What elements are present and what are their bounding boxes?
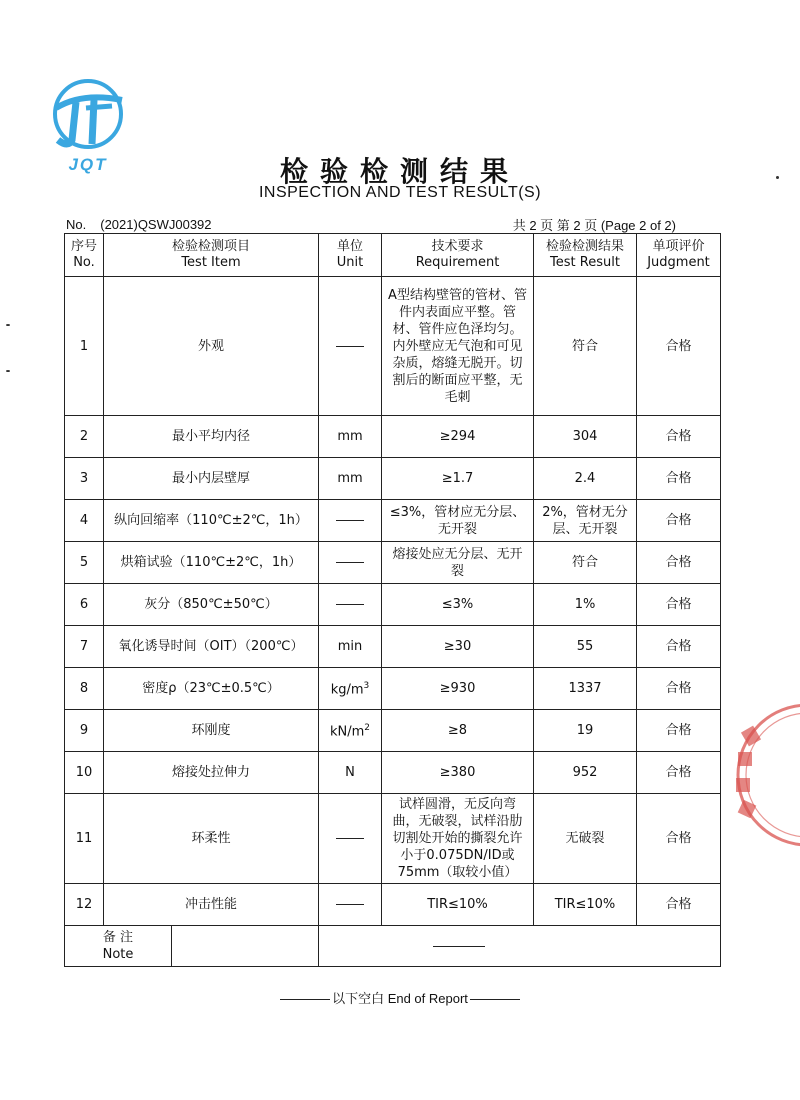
row-judgment: 合格 [637, 710, 721, 752]
row-result: 55 [534, 626, 637, 668]
row-test-item: 环柔性 [104, 794, 319, 884]
row-no: 1 [65, 277, 104, 416]
header-test-result: 检验检测结果 Test Result [534, 234, 637, 277]
row-judgment: 合格 [637, 584, 721, 626]
note-row [65, 926, 721, 967]
row-unit [319, 500, 382, 542]
report-number-label: No. [66, 217, 87, 232]
page-info: 共 2 页 第 2 页 (Page 2 of 2) [512, 218, 676, 233]
row-no: 7 [65, 626, 104, 668]
row-no: 4 [65, 500, 104, 542]
row-judgment: 合格 [637, 794, 721, 884]
row-result: 19 [534, 710, 637, 752]
row-requirement: ≤3%，管材应无分层、无开裂 [382, 500, 534, 542]
row-requirement: 试样圆滑，无反向弯曲，无破裂，试样沿肋切割处开始的撕裂允许小于0.075DN/ID或75mm（取较小值） [382, 794, 534, 884]
row-unit: mm [319, 458, 382, 500]
row-requirement: ≥8 [382, 710, 534, 752]
row-requirement: ≤3% [382, 584, 534, 626]
row-result: 2%，管材无分层、无开裂 [534, 500, 637, 542]
row-test-item: 冲击性能 [104, 884, 319, 926]
row-judgment: 合格 [637, 458, 721, 500]
row-no: 3 [65, 458, 104, 500]
report-number [66, 217, 212, 232]
dash-mark [336, 838, 364, 839]
row-judgment: 合格 [637, 668, 721, 710]
official-stamp [728, 700, 800, 850]
row-result: 2.4 [534, 458, 637, 500]
row-result: 952 [534, 752, 637, 794]
row-result: 1% [534, 584, 637, 626]
row-no: 12 [65, 884, 104, 926]
header-unit: 单位 Unit [319, 234, 382, 277]
row-unit [319, 884, 382, 926]
svg-text:JQT: JQT [68, 155, 108, 174]
row-result: 符合 [534, 542, 637, 584]
table-row [65, 752, 721, 794]
row-judgment: 合格 [637, 884, 721, 926]
row-result: 无破裂 [534, 794, 637, 884]
row-result: 304 [534, 416, 637, 458]
row-test-item: 最小平均内径 [104, 416, 319, 458]
dash-mark [336, 904, 364, 905]
row-unit [319, 542, 382, 584]
report-number-value: (2021)QSWJ00392 [100, 217, 212, 232]
row-test-item: 最小内层壁厚 [104, 458, 319, 500]
table-row [65, 584, 721, 626]
header-no: 序号 No. [65, 234, 104, 277]
row-requirement: ≥1.7 [382, 458, 534, 500]
note-value [319, 926, 721, 967]
row-test-item: 密度ρ（23℃±0.5℃） [104, 668, 319, 710]
row-requirement: ≥294 [382, 416, 534, 458]
report-title-en: INSPECTION AND TEST RESULT(S) [258, 184, 542, 201]
table-row [65, 416, 721, 458]
row-unit [319, 277, 382, 416]
row-judgment: 合格 [637, 752, 721, 794]
dash-mark [336, 604, 364, 605]
row-judgment: 合格 [637, 277, 721, 416]
row-test-item: 外观 [104, 277, 319, 416]
table-row [65, 277, 721, 416]
row-unit: $kN/m^2$ [319, 710, 382, 752]
table-header-row [65, 234, 721, 277]
row-requirement: 熔接处应无分层、无开裂 [382, 542, 534, 584]
row-no: 9 [65, 710, 104, 752]
row-unit: min [319, 626, 382, 668]
row-test-item: 灰分（850℃±50℃） [104, 584, 319, 626]
table-row [65, 794, 721, 884]
row-result: 符合 [534, 277, 637, 416]
row-requirement: A型结构壁管的管材、管件内表面应平整。管材、管件应色泽均匀。内外壁应无气泡和可见杂质，熔缝无脱开。切割后的断面应平整，无毛刺 [382, 277, 534, 416]
row-no: 2 [65, 416, 104, 458]
table-row [65, 542, 721, 584]
table-row [65, 626, 721, 668]
end-of-report: 以下空白 End of Report [0, 988, 800, 1007]
header-test-item: 检验检测项目 Test Item [104, 234, 319, 277]
report-title-cn: 检验检测结果 [279, 155, 520, 188]
row-no: 6 [65, 584, 104, 626]
dash-mark [336, 520, 364, 521]
header-judgment: 单项评价 Judgment [637, 234, 721, 277]
row-test-item: 熔接处拉伸力 [104, 752, 319, 794]
row-unit: N [319, 752, 382, 794]
table-row [65, 500, 721, 542]
row-no: 11 [65, 794, 104, 884]
scan-speck [6, 324, 10, 326]
row-test-item: 环刚度 [104, 710, 319, 752]
row-judgment: 合格 [637, 626, 721, 668]
row-requirement: TIR≤10% [382, 884, 534, 926]
dash-mark [336, 562, 364, 563]
row-test-item: 烘箱试验（110℃±2℃，1h） [104, 542, 319, 584]
row-requirement: ≥30 [382, 626, 534, 668]
table-row [65, 668, 721, 710]
dash-mark [336, 346, 364, 347]
table-row [65, 884, 721, 926]
row-no: 10 [65, 752, 104, 794]
row-unit [319, 794, 382, 884]
table-row [65, 458, 721, 500]
row-unit: $kg/m^3$ [319, 668, 382, 710]
scan-speck [6, 370, 10, 372]
row-requirement: ≥380 [382, 752, 534, 794]
row-requirement: ≥930 [382, 668, 534, 710]
row-unit: mm [319, 416, 382, 458]
row-judgment: 合格 [637, 542, 721, 584]
row-no: 8 [65, 668, 104, 710]
note-label: 备 注 Note [65, 926, 172, 966]
row-unit [319, 584, 382, 626]
row-test-item: 纵向回缩率（110℃±2℃，1h） [104, 500, 319, 542]
result-table [64, 233, 721, 967]
row-result: TIR≤10% [534, 884, 637, 926]
row-judgment: 合格 [637, 500, 721, 542]
header-requirement: 技术要求 Requirement [382, 234, 534, 277]
row-result: 1337 [534, 668, 637, 710]
table-row [65, 710, 721, 752]
row-judgment: 合格 [637, 416, 721, 458]
scan-speck [776, 176, 779, 179]
row-test-item: 氧化诱导时间（OIT）（200℃） [104, 626, 319, 668]
row-no: 5 [65, 542, 104, 584]
